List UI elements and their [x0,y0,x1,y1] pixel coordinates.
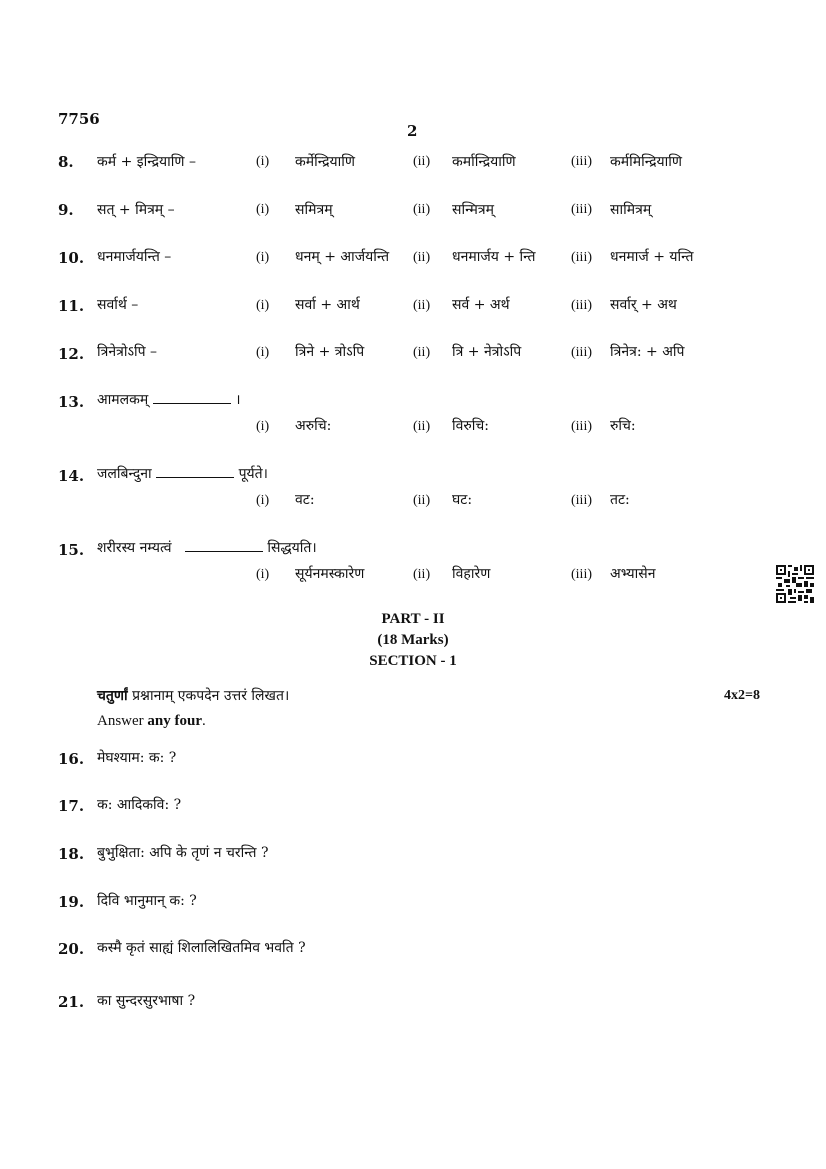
option-text: समित्रम् [295,202,333,218]
question-number: 19. [58,893,85,911]
option-text: धनमार्जय + न्ति [452,249,536,265]
question-text: कस्मै कृतं साह्यं शिलालिखितमिव भवति ? [97,940,306,956]
option-label: (iii) [571,250,592,265]
option-label: (i) [256,250,270,265]
option-text: अभ्यासेन [610,566,656,582]
option-label: (ii) [413,154,431,169]
option-label: (iii) [571,202,592,217]
question-number: 10. [58,249,85,267]
question-number: 12. [58,345,85,363]
option-label: (iii) [571,298,592,313]
question-text: बुभुक्षिता: अपि के तृणं न चरन्ति ? [97,845,269,861]
option-label: (ii) [413,298,431,313]
question-number: 8. [58,153,74,171]
option-label: (iii) [571,345,592,360]
option-label: (ii) [413,419,431,434]
question-number: 15. [58,541,85,559]
option-text: विरुचि: [452,418,490,434]
option-text: सामित्रम् [610,202,652,218]
option-text: सूर्यनमस्कारेण [295,566,365,582]
question-text: सर्वार्थ – [97,297,139,313]
part-marks: (18 Marks) [377,632,449,648]
question-number: 9. [58,201,74,219]
question-text: क: आदिकवि: ? [97,797,182,813]
option-label: (iii) [571,154,592,169]
option-label: (ii) [413,202,431,217]
option-label: (i) [256,154,270,169]
marks-allocation: 4x2=8 [724,688,760,703]
question-text: का सुन्दरसुरभाषा ? [97,993,196,1009]
question-text: मेघश्याम: क: ? [97,750,177,766]
question-text: शरीरस्य नम्यत्वं सिद्धयति। [97,540,317,556]
answer-blank [153,393,231,404]
section-title: SECTION - 1 [369,653,457,669]
question-number: 17. [58,797,85,815]
option-label: (i) [256,202,270,217]
option-label: (i) [256,567,270,582]
question-number: 20. [58,940,85,958]
option-label: (ii) [413,250,431,265]
question-number: 13. [58,393,85,411]
option-text: वट: [295,492,315,508]
option-label: (iii) [571,567,592,582]
question-text: जलबिन्दुना पूर्यते। [97,466,268,482]
question-number: 21. [58,993,85,1011]
paper-code: 7756 [58,110,100,128]
option-text: सर्वा + आर्थ [295,297,360,313]
answer-blank [156,467,234,478]
option-text: धनम् + आर्जयन्ति [295,249,390,265]
page-number: 2 [407,122,418,140]
option-text: त्रि + नेत्रोऽपि [452,344,522,360]
question-number: 16. [58,750,85,768]
option-label: (ii) [413,345,431,360]
question-number: 14. [58,467,85,485]
option-text: धनमार्ज + यन्ति [610,249,694,265]
question-text: त्रिनेत्रोऽपि – [97,344,158,360]
option-label: (ii) [413,567,431,582]
option-label: (ii) [413,493,431,508]
option-label: (iii) [571,493,592,508]
question-text: कर्म + इन्द्रियाणि – [97,154,196,170]
option-text: सर्वार् + अथ [610,297,677,313]
option-text: तट: [610,492,630,508]
option-text: घट: [452,492,473,508]
option-text: रुचि: [610,418,636,434]
question-number: 18. [58,845,85,863]
option-text: अरुचि: [295,418,332,434]
option-text: त्रिने + त्रोऽपि [295,344,365,360]
question-text: आमलकम् । [97,392,241,408]
option-label: (i) [256,419,270,434]
part-title: PART - II [381,611,445,627]
option-text: कर्मान्द्रियाणि [452,154,516,170]
option-text: सर्व + अर्थ [452,297,510,313]
instruction-english: Answer any four. [97,713,206,729]
answer-blank [185,541,263,552]
instruction-sanskrit: चतुर्णां प्रश्नानाम् एकपदेन उत्तरं लिखत। [97,688,290,704]
option-label: (i) [256,298,270,313]
option-label: (i) [256,345,270,360]
option-text: विहारेण [452,566,491,582]
question-text: धनमार्जयन्ति – [97,249,172,265]
question-text: सत् + मित्रम् – [97,202,175,218]
option-label: (i) [256,493,270,508]
option-text: कर्मेन्द्रियाणि [295,154,356,170]
question-text: दिवि भानुमान् क: ? [97,893,197,909]
option-text: त्रिनेत्र: + अपि [610,344,685,360]
option-label: (iii) [571,419,592,434]
question-number: 11. [58,297,85,315]
option-text: कर्ममिन्द्रियाणि [610,154,683,170]
qr-code-icon [776,565,814,603]
option-text: सन्मित्रम् [452,202,495,218]
